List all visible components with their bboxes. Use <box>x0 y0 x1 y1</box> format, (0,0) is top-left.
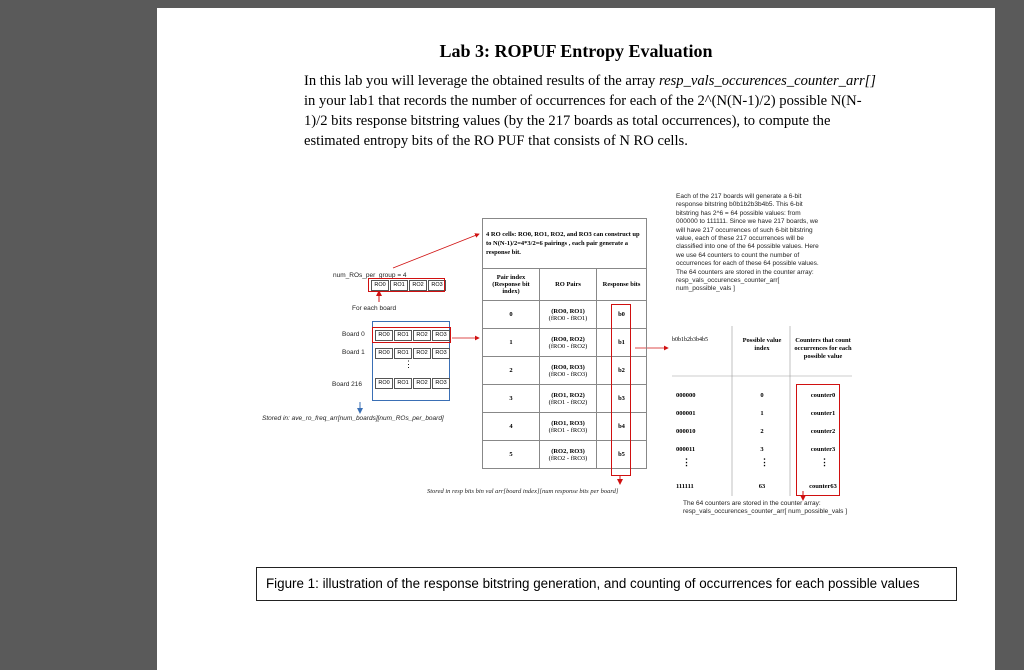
document-page <box>157 8 995 670</box>
col-pair-index: Pair index (Response bit index) <box>483 269 540 301</box>
ro-pair <box>540 413 597 441</box>
pair-label: (RO0, RO3) <box>551 363 585 371</box>
counter-label: counter2 <box>810 428 836 435</box>
pair-index: 5 <box>483 441 540 469</box>
col-ro-pairs: RO Pairs <box>540 269 597 301</box>
board216-ros <box>375 378 451 389</box>
response-bit: b2 <box>597 357 647 385</box>
possible-index: 3 <box>760 446 764 453</box>
intro-line2: in your lab1 that records the number of occurrences for each of the 2^(N(N-1)/2) possible N(N- <box>304 93 862 109</box>
intro-line1: In this lab you will leverage the obtained results of the array <box>304 73 660 89</box>
ro-cell: RO1 <box>394 378 412 389</box>
bitstring-value: 000000 <box>676 392 696 399</box>
ro-pair <box>540 357 597 385</box>
bitstring-value: 111111 <box>676 483 694 490</box>
ro-cell: RO2 <box>409 280 427 291</box>
board0-label: Board 0 <box>342 331 365 338</box>
counter-label: counter1 <box>810 410 836 417</box>
group-label: num_ROs_per_group = 4 <box>333 272 407 279</box>
response-bit: b4 <box>597 413 647 441</box>
response-bit: b3 <box>597 385 647 413</box>
for-each-board-label: For each board <box>352 305 397 312</box>
pair-index: 4 <box>483 413 540 441</box>
bitstring-value: 000001 <box>676 410 696 417</box>
pair-index: 0 <box>483 301 540 329</box>
bits-highlight <box>611 304 631 476</box>
counters-highlight <box>796 384 840 496</box>
possible-index: 0 <box>760 392 764 399</box>
ro-group-highlight <box>368 278 445 292</box>
col-counters: Counters that count occurrences for each possible value <box>794 337 852 360</box>
counter-label: counter3 <box>810 446 836 453</box>
ro-cell: RO3 <box>432 330 450 341</box>
ro-cell: RO1 <box>394 330 412 341</box>
pair-freq: (fRO1 - fRO3) <box>548 426 588 434</box>
pair-label: (RO0, RO1) <box>551 307 585 315</box>
board216-label: Board 216 <box>332 381 362 388</box>
pair-freq: (fRO0 - fRO3) <box>548 370 588 378</box>
pair-label: (RO1, RO2) <box>551 391 585 399</box>
pair-label: (RO2, RO3) <box>551 447 585 455</box>
ro-pair <box>540 441 597 469</box>
figure-1 <box>157 8 995 608</box>
pair-index: 3 <box>483 385 540 413</box>
ro-cell: RO3 <box>432 378 450 389</box>
ro-cell: RO0 <box>371 280 389 291</box>
ro-pair <box>540 385 597 413</box>
response-bit: b1 <box>597 329 647 357</box>
pairs-header-note: 4 RO cells: RO0, RO1, RO2, and RO3 can construct up to N(N-1)/2=4*3/2=6 pairings , each pair generate a response bit. <box>483 219 647 269</box>
possible-index: 2 <box>760 428 764 435</box>
bitstring-vdots: ⋮ <box>682 457 691 467</box>
right-stored-note: The 64 counters are stored in the counter array: resp_vals_occurences_counter_arr[ num_possible_vals ] <box>683 500 848 515</box>
figure-caption: Figure 1: illustration of the response bitstring generation, and counting of occurrences for each possible values <box>256 567 957 601</box>
pair-freq: (fRO1 - fRO2) <box>548 398 588 406</box>
left-stored-in: Stored in: ave_ro_freq_arr[num_boards][num_ROs_per_board] <box>262 415 444 422</box>
middle-stored-in: Stored in resp bits bin val arr[board index][num response bits per board] <box>427 488 619 495</box>
ro-cell: RO0 <box>375 348 393 359</box>
response-bit: b5 <box>597 441 647 469</box>
ro-cell: RO0 <box>375 330 393 341</box>
board-vdots: ⋮ <box>404 359 413 369</box>
ro-pair <box>540 329 597 357</box>
intro-line3: 1)/2 bits response bitstring values (by the 217 boards as total occurrences), to compute the <box>304 113 831 129</box>
board1-label: Board 1 <box>342 349 365 356</box>
pair-label: (RO1, RO3) <box>551 419 585 427</box>
board-arrow-head <box>357 408 363 414</box>
board0-highlight <box>372 327 451 343</box>
ro-cell: RO2 <box>413 378 431 389</box>
response-bit: b0 <box>597 301 647 329</box>
ro-pair <box>540 301 597 329</box>
intro-variable: resp_vals_occurences_counter_arr[] <box>659 73 876 89</box>
ro-cell: RO2 <box>413 348 431 359</box>
right-note: Each of the 217 boards will generate a 6-bit response bitstring b0b1b2b3b4b5. This 6-bit bitstring has 2^6 = 64 possible values: from 000000 to 111111. Since we have 217 boards, we will have 217 occurrences of such 6-bit bitstring value, each of these 217 occurrences will be classified into one of the 64 possible values. Here we use 64 counters to count the number of occurrences for each of these 64 possible values. The 64 counters are stored in the counter array: resp_vals_occurences_counter_arr[ num_possible_vals ] <box>676 193 819 293</box>
col-response-bits: Response bits <box>597 269 647 301</box>
counter-label: counter0 <box>810 392 836 399</box>
arrow-to-note <box>393 234 479 268</box>
pair-freq: (fRO0 - fRO2) <box>548 342 588 350</box>
pair-index: 2 <box>483 357 540 385</box>
bitstring-value: 000010 <box>676 428 696 435</box>
pair-freq: (fRO2 - fRO3) <box>548 454 588 462</box>
ro-cell: RO1 <box>394 348 412 359</box>
col-possible: Possible value index <box>742 337 782 352</box>
board1-ros <box>375 348 451 359</box>
bitstring-value: 000011 <box>676 446 696 453</box>
counter-vdots: ⋮ <box>820 457 829 467</box>
counter-label: counter63 <box>809 483 837 490</box>
pair-label: (RO0, RO2) <box>551 335 585 343</box>
page-title: Lab 3: ROPUF Entropy Evaluation <box>439 41 713 61</box>
possible-index: 1 <box>760 410 764 417</box>
ro-cell: RO3 <box>432 348 450 359</box>
ro-cell: RO3 <box>428 280 446 291</box>
ro-cell: RO1 <box>390 280 408 291</box>
pair-index: 1 <box>483 329 540 357</box>
intro-line4: estimated entropy bits of the RO PUF that consists of N RO cells. <box>304 133 688 149</box>
ro-cell: RO2 <box>413 330 431 341</box>
ro-cell: RO0 <box>375 378 393 389</box>
index-vdots: ⋮ <box>760 457 769 467</box>
col-bitstring: b0b1b2b3b4b5 <box>672 337 708 343</box>
possible-index: 63 <box>758 483 766 490</box>
pair-freq: (fRO0 - fRO1) <box>548 314 588 322</box>
